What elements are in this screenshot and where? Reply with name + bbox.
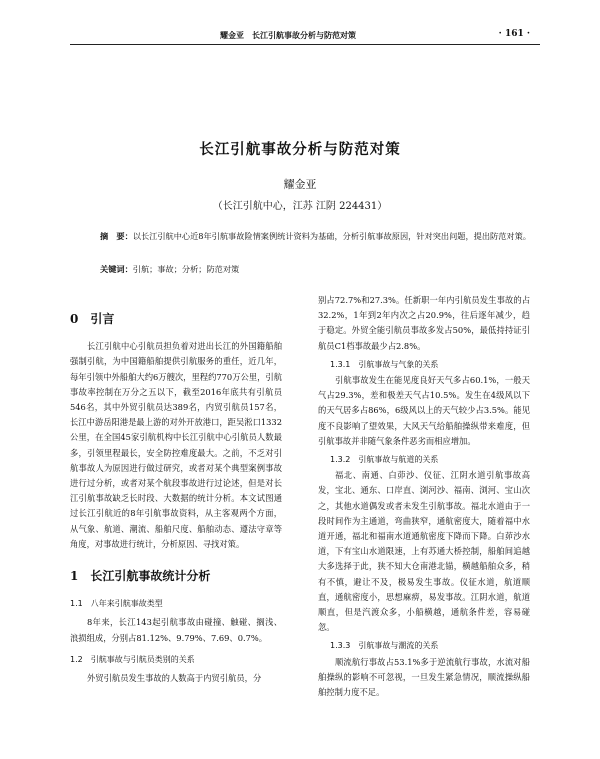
intro-paragraph: 长江引航中心引航员担负着对进出长江的外国籍船舶强制引航，为中国籍船舶提供引航服务的重任，近几年，每年引领中外船舶大约6万艘次，里程约770万公里，引航事故率控制在万分之五以下，截至2016年底共有引航员546名，其中外贸引航员达389名，内贸引航员157名，长江中游岳阳港是最上游的对外开放港口，距吴淞口1332公里，在全国45家引航机构中长江引航中心引航员人数最多，引领里程最长，安全防控难度最大。之前，不乏对引航事故人为原因进行做过研究，或者对某个典型案例事故进行过分析，或者对某个航段事故进行过论述，但是对长江引航事故缺乏长时段、大数据的统计分析。本文试图通过长江引航近的8年引航事故资料，从主客观两个方面，从气象、航道、潮流、船舶尺度、船舶动态、遵法守章等角度，对事故进行统计，分析原因、寻找对策。 bbox=[70, 341, 282, 549]
keywords-label: 关键词： bbox=[100, 264, 133, 274]
section-heading-intro: 0 引言 bbox=[70, 312, 115, 326]
keywords-text: 引航；事故；分析；防范对策 bbox=[132, 264, 240, 274]
section-heading-statistics: 1 长江引航事故统计分析 bbox=[70, 569, 211, 584]
subsection-heading-1-2: 1.2 引航事故与引航员类别的关系 bbox=[70, 654, 195, 664]
abstract-text: 以长江引航中心近8年引航事故险情案例统计资料为基础，分析引航事故原因，针对突出问题，提出防范对策。 bbox=[132, 231, 531, 241]
paragraph-1-2: 外贸引航员发生事故的人数高于内贸引航员，分 bbox=[87, 673, 262, 684]
paper-affiliation: （长江引航中心，江苏 江阴 224431） bbox=[212, 201, 388, 212]
paragraph-1-3-3: 顺流航行事故占53.1%多于逆流航行事故，水流对船舶操纵的影响不可忽视，一旦发生紧急情况，顺流操纵船舶控制力度不足。 bbox=[318, 656, 530, 698]
running-header bbox=[70, 28, 540, 45]
paper-author: 耀金亚 bbox=[283, 178, 317, 191]
abstract-label: 摘 要： bbox=[100, 231, 133, 241]
page-number: · 161 · bbox=[498, 29, 530, 39]
paragraph-1-1: 8年来，长江143起引航事故由碰撞、触碰、搁浅、浪损组成，分别占81.12%、9.79%、7.69、0.7%。 bbox=[70, 617, 282, 643]
subsection-heading-1-3-1: 1.3.1 引航事故与气象的关系 bbox=[330, 359, 439, 369]
subsection-heading-1-3-3: 1.3.3 引航事故与潮流的关系 bbox=[330, 641, 439, 651]
keywords bbox=[84, 262, 538, 277]
right-column bbox=[318, 293, 530, 700]
subsection-heading-1-3-2: 1.3.2 引航事故与航道的关系 bbox=[330, 455, 439, 465]
subsection-heading-1-1: 1.1 八年来引航事故类型 bbox=[70, 599, 163, 609]
abstract bbox=[84, 229, 538, 244]
left-column bbox=[70, 295, 282, 686]
paragraph-1-3-1: 引航事故发生在能见度良好天气多占60.1%，一般天气占29.3%，差和极差天气占10.5%。发生在4级风以下的天气居多占86%，6级风以上的天气较少占3.5%。能见度不良影响了望效果，大风天气给船舶操纵带来难度，但引航事故并非随气象条件恶劣而相应增加。 bbox=[318, 375, 530, 446]
paragraph-1-2-continued: 别占72.7%和27.3%。任新职一年内引航员发生事故的占32.2%，1年到2年内次之占20.9%，往后逐年减少，趋于稳定。外贸全能引航员事故多发占50%，最低持持证引航员C1档事故最少占2.8%。 bbox=[318, 295, 530, 351]
running-title: 耀金亚 长江引航事故分析与防范对策 bbox=[220, 30, 356, 40]
paper-title: 长江引航事故分析与防范对策 bbox=[199, 141, 401, 158]
paragraph-1-3-2: 福北、南通、白茆沙、仪征、江阴水道引航事故高发，宝北、通东、口岸直、浏河沙、福南、浏河、宝山次之，其他水道偶发或者未发生引航事故。福北水道由于一段时间作为主通道，弯曲狭窄，通航密度大，随着福中水道开通，福北和福南水道通航密度下降而下降。白茆沙水道，下有宝山水道限速，上有苏通大桥控制，船舶间追越大多选择于此，狭不知大仓南港北锚，横越船舶众多，稍有不慎，避让不及，极易发生事故。仪征水道，航道顺直，通航密度小，思想麻痹，易发事故。江阴水道，航道顺直，但是汽渡众多，小船横越，通航条件差，容易碰忽。 bbox=[318, 470, 530, 633]
